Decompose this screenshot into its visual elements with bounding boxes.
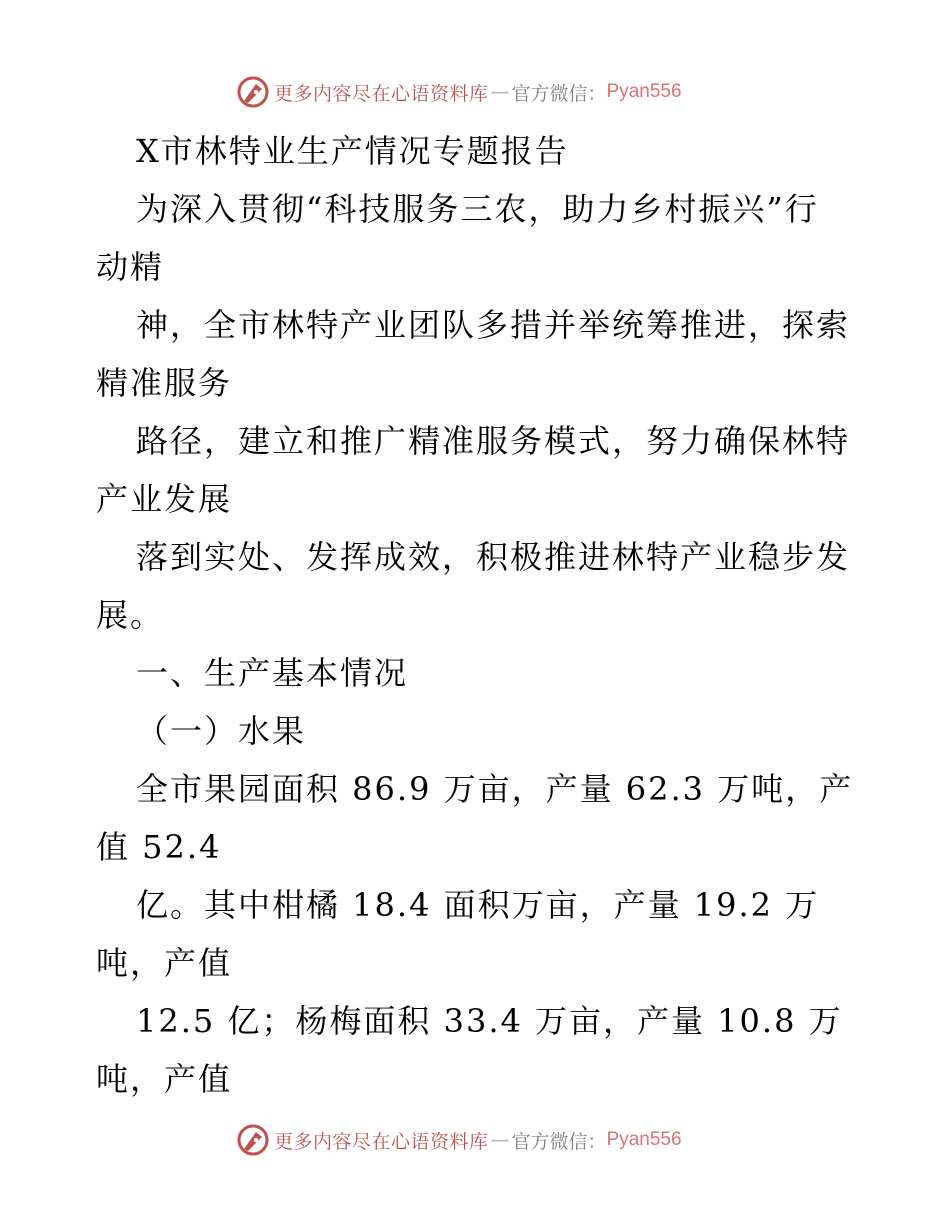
paragraph-line: 吨，产值 [96,944,233,982]
pen-nib-logo-icon [236,1123,270,1157]
paragraph-line: 落到实处、发挥成效，积极推进林特产业稳步发 [136,538,851,576]
watermark-banner-bottom [236,1120,682,1160]
document-title: X市林特业生产情况专题报告 [136,132,569,170]
paragraph-line: 神，全市林特产业团队多措并举统筹推进，探索 [136,306,851,344]
watermark-separator: — [490,81,510,103]
pen-nib-logo-icon [236,75,270,109]
paragraph-line: 为深入贯彻“科技服务三农，助力乡村振兴”行 [136,190,819,228]
section-heading: 一、生产基本情况 [136,654,409,692]
watermark-handle: Pyan556 [606,1129,682,1150]
watermark-handle: Pyan556 [606,81,682,102]
paragraph-line: 吨，产值 [96,1060,233,1098]
watermark-separator: — [490,1129,510,1151]
document-body [96,122,856,1108]
paragraph-line: 值 52.4 [96,828,222,866]
watermark-promo-text: 更多内容尽在心语资料库 [274,1130,489,1153]
watermark-wechat-label: 官方微信： [511,82,607,105]
paragraph-line: 展。 [96,596,165,634]
paragraph-line: 精准服务 [96,364,233,402]
paragraph-line: 亿。其中柑橘 18.4 面积万亩，产量 19.2 万 [136,886,820,924]
watermark-promo-text: 更多内容尽在心语资料库 [274,82,489,105]
watermark-wechat-label: 官方微信： [511,1130,607,1153]
paragraph-line: 12.5 亿；杨梅面积 33.4 万亩，产量 10.8 万 [136,1002,843,1040]
paragraph-line: 产业发展 [96,480,233,518]
paragraph-line: 路径，建立和推广精准服务模式，努力确保林特 [136,422,851,460]
paragraph-line: 全市果园面积 86.9 万亩，产量 62.3 万吨，产 [136,770,854,808]
watermark-banner-top [236,72,682,112]
subsection-heading: （一）水果 [136,712,307,750]
paragraph-line: 动精 [96,248,165,286]
